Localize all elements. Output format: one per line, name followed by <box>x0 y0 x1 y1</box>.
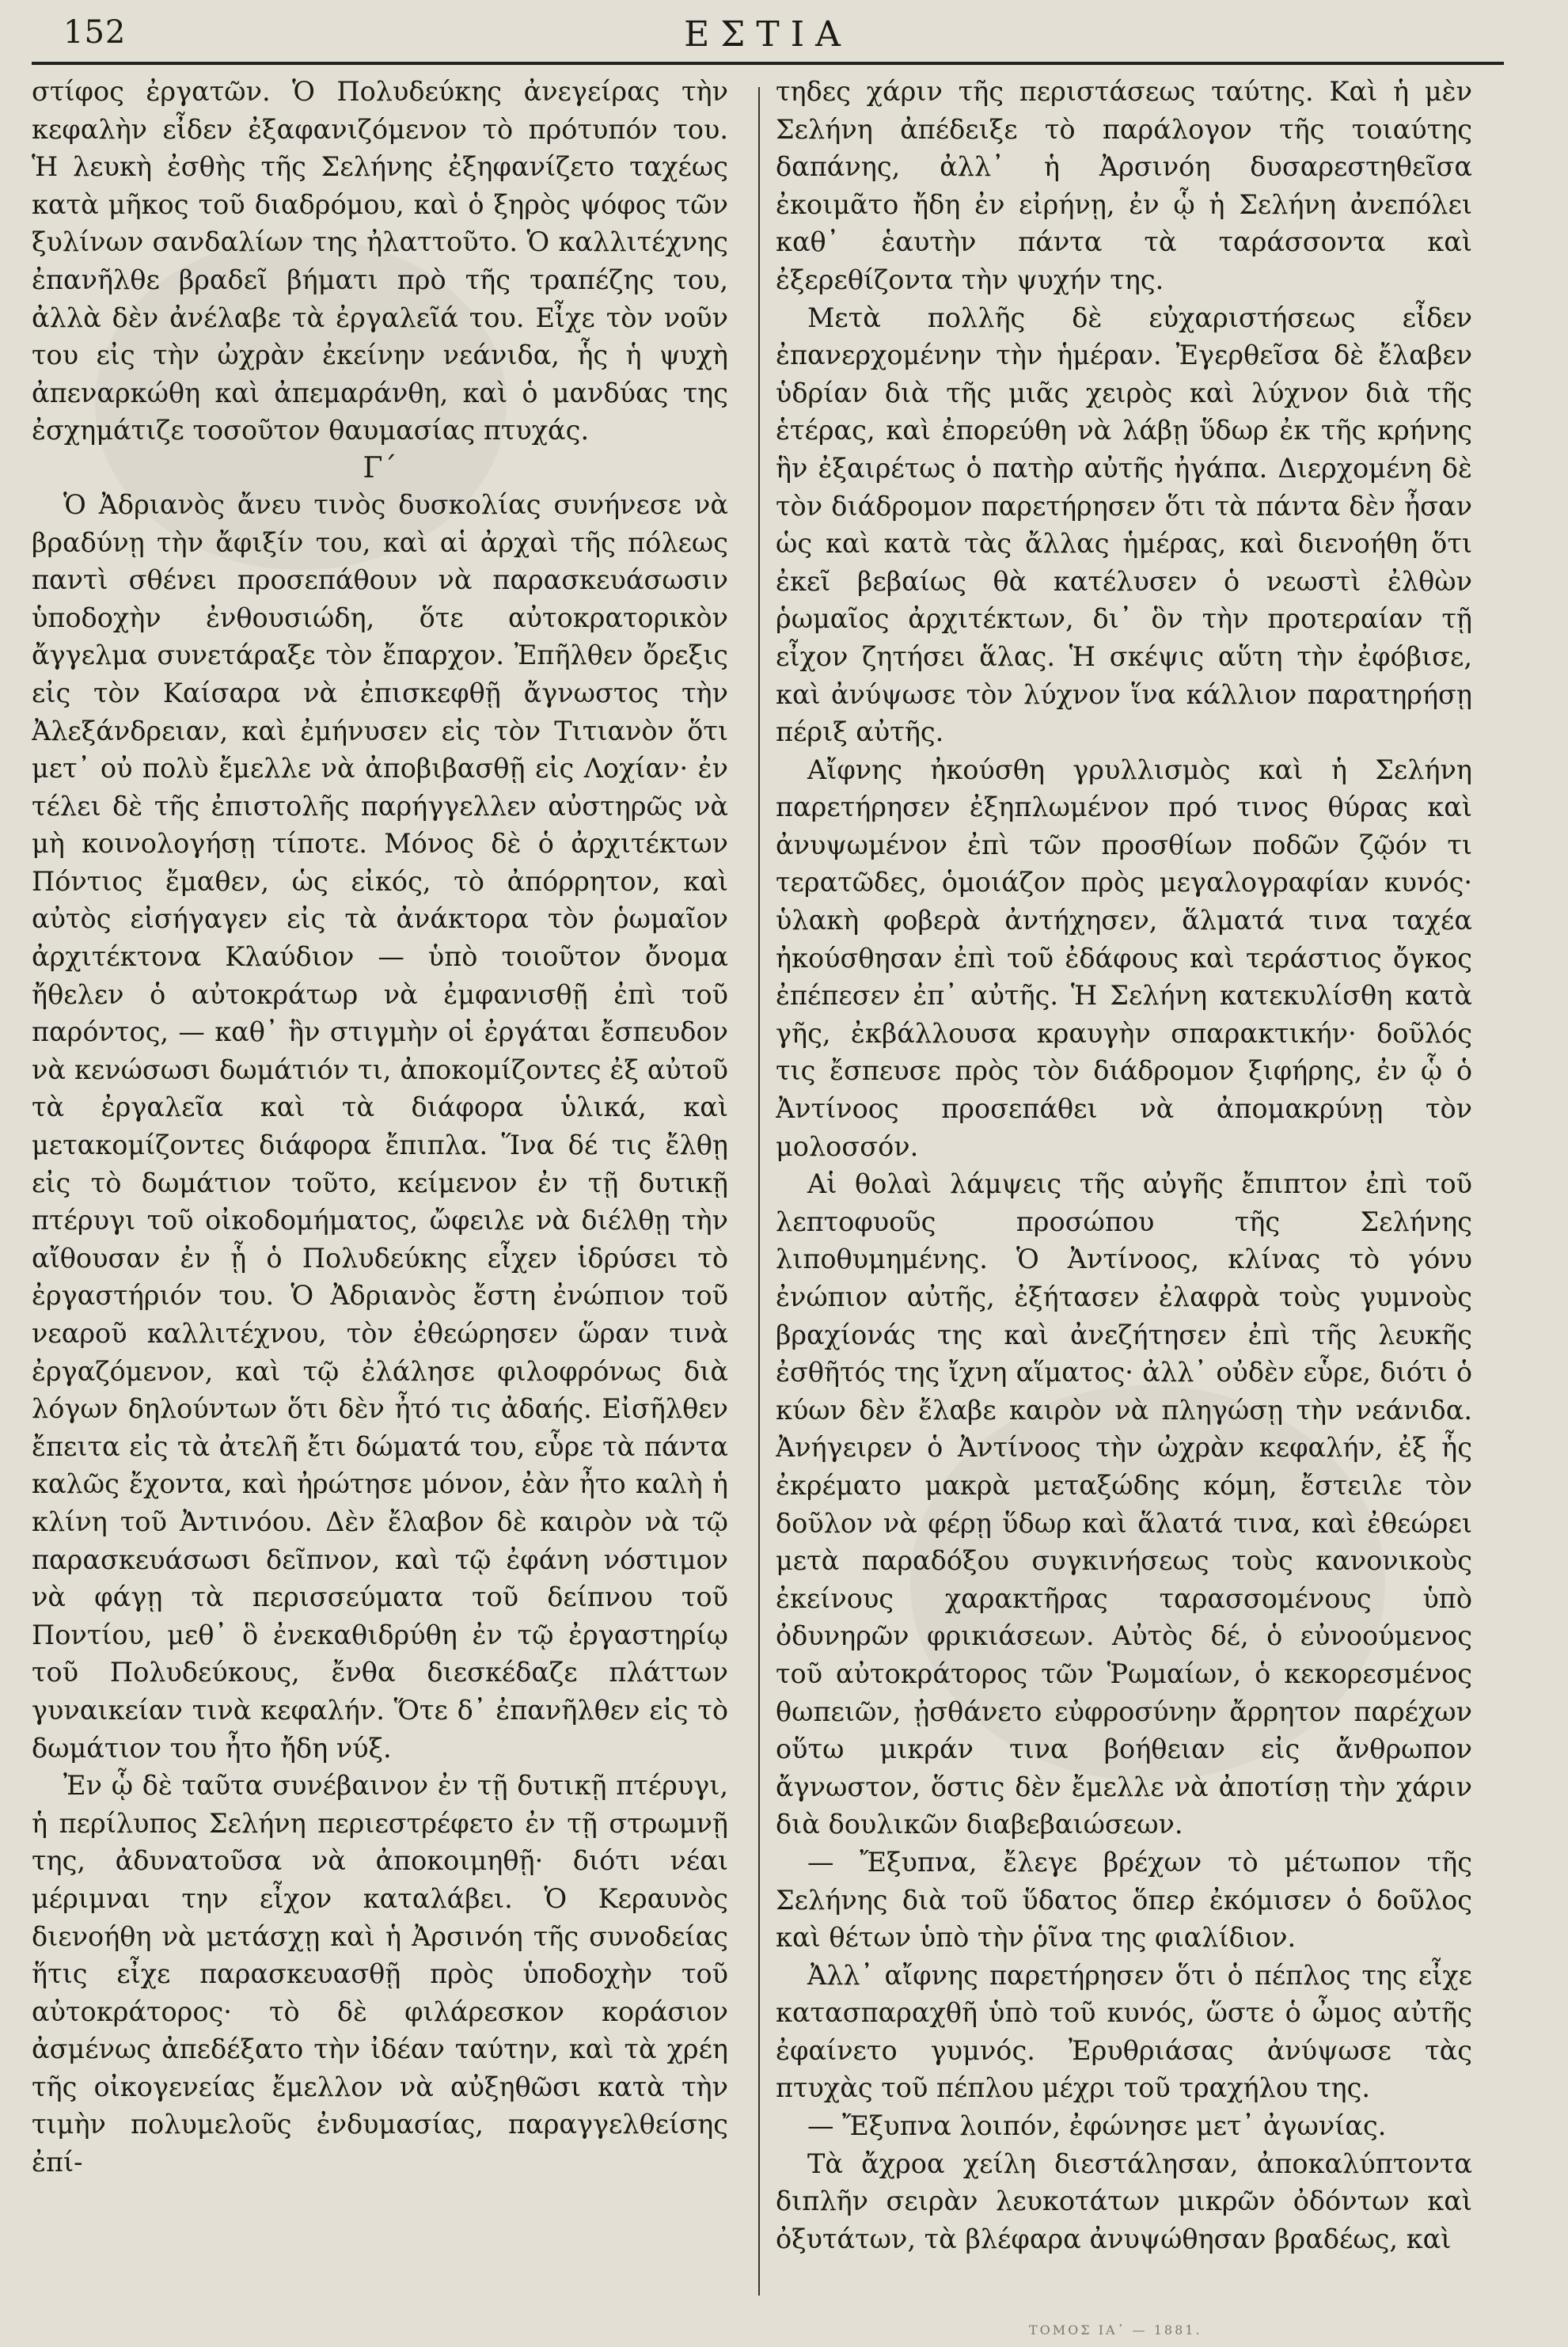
paragraph: Ὁ Ἀδριανὸς ἄνευ τινὸς δυσκολίας συνήνεσε νὰ βραδύνῃ τὴν ἄφιξίν του, καὶ αἱ ἀρχαὶ τῆς πόλεως παντὶ σθένει προσεπάθουν νὰ παρασκευάσωσιν ὑποδοχὴν ἐνθουσιώδη, ὅτε αὐτοκρατορικὸν ἄγγελμα συνετάραξε τὸν ἔπαρχον. Ἐπῆλθεν ὄρεξις εἰς τὸν Καίσαρα νὰ ἐπισκεφθῇ ἄγνωστος τὴν Ἀλεξάνδρειαν, καὶ ἐμήνυσεν εἰς τὸν Τιτιανὸν ὅτι μετ᾽ οὐ πολὺ ἔμελλε νὰ ἀποβιβασθῇ εἰς Λοχίαν· ἐν τέλει δὲ τῆς ἐπιστολῆς παρήγγελλεν αὐστηρῶς νὰ μὴ κοινολογήσῃ τίποτε. Μόνος δὲ ὁ ἀρχιτέκτων Πόντιος ἔμαθεν, ὡς εἰκός, τὸ ἀπόρρητον, καὶ αὐτὸς εἰσήγαγεν εἰς τὰ ἀνάκτορα τὸν ῥωμαῖον ἀρχιτέκτονα Κλαύδιον — ὑπὸ τοιοῦτον ὄνομα ἤθελεν ὁ αὐτοκράτωρ νὰ ἐμφανισθῇ ἐπὶ τοῦ παρόντος, — καθ᾽ ἣν στιγμὴν οἱ ἐργάται ἔσπευδον νὰ κενώσωσι δωμάτιόν τι, ἀποκομίζοντες ἐξ αὐτοῦ τὰ ἐργαλεῖα καὶ τὰ διάφορα ὑλικά, καὶ μετακομίζοντες διάφορα ἔπιπλα. Ἵνα δέ τις ἔλθῃ εἰς τὸ δωμάτιον τοῦτο, κείμενον ἐν τῇ δυτικῇ πτέρυγι τοῦ οἰκοδομήματος, ὤφειλε νὰ διέλθῃ τὴν αἴθουσαν ἐν ᾗ ὁ Πολυδεύκης εἶχεν ἱδρύσει τὸ ἐργαστήριόν του. Ὁ Ἀδριανὸς ἔστη ἐνώπιον τοῦ νεαροῦ καλλιτέχνου, τὸν ἐθεώρησεν ὥραν τινὰ ἐργαζόμενον, καὶ τῷ ἐλάλησε φιλοφρόνως διὰ λόγων δηλούντων ὅτι δὲν ἦτό τις ἀδαής. Εἰσῆλθεν ἔπειτα εἰς τὰ ἀτελῆ ἔτι δώματά του, εὗρε τὰ πάντα καλῶς ἔχοντα, καὶ ἠρώτησε μόνον, ἐὰν ἦτο καλὴ ἡ κλίνη τοῦ Ἀντινόου. Δὲν ἔλαβον δὲ καιρὸν νὰ τῷ παρασκευάσωσι δεῖπνον, καὶ τῷ ἐφάνη νόστιμον νὰ φάγῃ τὰ περισσεύματα τοῦ δείπνου τοῦ Ποντίου, μεθ᾽ ὃ ἐνεκαθιδρύθη ἐν τῷ ἐργαστηρίῳ τοῦ Πολυδεύκους, ἔνθα διεσκέδαζε πλάττων γυναικείαν τινὰ κεφαλήν. Ὅτε δ᾽ ἐπανῆλθεν εἰς τὸ δωμάτιον του ἦτο ἤδη νύξ. <box>32 488 728 1764</box>
paragraph: Ἀλλ᾽ αἴφνης παρετήρησεν ὅτι ὁ πέπλος της εἶχε κατασπαραχθῆ ὑπὸ τοῦ κυνός, ὥστε ὁ ὦμος αὐτῆς ἐφαίνετο γυμνός. Ἐρυθριάσας ἀνύψωσε τὰς πτυχὰς τοῦ πέπλου μέχρι τοῦ τραχήλου της. <box>776 1959 1472 2104</box>
left-column <box>32 73 728 2321</box>
section-heading: Γ´ <box>363 451 397 484</box>
paragraph: τηδες χάριν τῆς περιστάσεως ταύτης. Καὶ ἡ μὲν Σελήνη ἀπέδειξε τὸ παράλογον τῆς τοιαύτης δαπάνης, ἀλλ᾽ ἡ Ἀρσινόη δυσαρεστηθεῖσα ἐκοιμᾶτο ἤδη ἐν εἰρήνῃ, ἐν ᾧ ἡ Σελήνη ἀνεπόλει καθ᾽ ἑαυτὴν πάντα τὰ ταράσσοντα καὶ ἐξερεθίζοντα τὴν ψυχήν της. <box>776 76 1472 295</box>
paragraph: στίφος ἐργατῶν. Ὁ Πολυδεύκης ἀνεγείρας τὴν κεφαλὴν εἶδεν ἐξαφανιζόμενον τὸ πρότυπόν του. Ἡ λευκὴ ἐσθὴς τῆς Σελήνης ἐξηφανίζετο ταχέως κατὰ μῆκος τοῦ διαδρόμου, καὶ ὁ ξηρὸς ψόφος τῶν ξυλίνων σανδαλίων της ἠλαττοῦτο. Ὁ καλλιτέχνης ἐπανῆλθε βραδεῖ βήματι πρὸ τῆς τραπέζης του, ἀλλὰ δὲν ἀνέλαβε τὰ ἐργαλεῖά του. Εἶχε τὸν νοῦν του εἰς τὴν ὠχρὰν ἐκείνην νεάνιδα, ἧς ἡ ψυχὴ ἀπεναρκώθη καὶ ἀπεμαράνθη, καὶ ὁ μανδύας της ἐσχημάτιζε τοσοῦτον θαυμασίας πτυχάς. <box>32 76 728 446</box>
right-column <box>776 73 1472 2321</box>
paragraph: Αἴφνης ἠκούσθη γρυλλισμὸς καὶ ἡ Σελήνη παρετήρησεν ἐξηπλωμένον πρό τινος θύρας καὶ ἀνυψωμένον ἐπὶ τῶν προσθίων ποδῶν ζῷόν τι τερατῶδες, ὁμοιάζον πρὸς μεγαλογραφίαν κυνός· ὑλακὴ φοβερὰ ἀντήχησεν, ἅλματά τινα ταχέα ἠκούσθησαν ἐπὶ τοῦ ἐδάφους καὶ τεράστιος ὄγκος ἐπέπεσεν ἐπ᾽ αὐτῆς. Ἡ Σελήνη κατεκυλίσθη κατὰ γῆς, ἐκβάλλουσα κραυγὴν σπαρακτικήν· δοῦλός τις ἔσπευσε πρὸς τὸν διάδρομον ξιφήρης, ἐν ᾧ ὁ Ἀντίνοος προσεπάθει νὰ ἀπομακρύνῃ τὸν μολοσσόν. <box>776 754 1472 1162</box>
running-title: ΕΣΤΙΑ <box>684 14 852 55</box>
paragraph: Τὰ ἄχροα χείλη διεστάλησαν, ἀποκαλύπτοντα διπλῆν σειρὰν λευκοτάτων μικρῶν ὀδόντων καὶ ὀξυτάτων, τὰ βλέφαρα ἀνυψώθησαν βραδέως, καὶ <box>776 2148 1472 2254</box>
page-header <box>32 8 1504 54</box>
footer-signature: ΤΟΜΟΣ ΙΑ᾽ — 1881. <box>1029 2322 1202 2338</box>
paragraph: — Ἔξυπνα, ἔλεγε βρέχων τὸ μέτωπον τῆς Σελήνης διὰ τοῦ ὕδατος ὅπερ ἐκόμισεν ὁ δοῦλος καὶ θέτων ὑπὸ τὴν ῥῖνα της φιαλίδιον. <box>776 1846 1472 1954</box>
page-number: 152 <box>63 14 127 51</box>
paragraph: Ἐν ᾧ δὲ ταῦτα συνέβαινον ἐν τῇ δυτικῇ πτέρυγι, ἡ περίλυπος Σελήνη περιεστρέφετο ἐν τῇ στρωμνῇ της, ἀδυνατοῦσα νὰ ἀποκοιμηθῇ· διότι νέαι μέριμναι την εἶχον καταλάβει. Ὁ Κεραυνὸς διενοήθη νὰ μετάσχῃ καὶ ἡ Ἀρσινόη τῆς συνοδείας ἥτις εἶχε παρασκευασθῇ πρὸς ὑποδοχὴν τοῦ αὐτοκράτορος· τὸ δὲ φιλάρεσκον κοράσιον ἀσμένως ἀπεδέξατο τὴν ἰδέαν ταύτην, καὶ τὰ χρέη τῆς οἰκογενείας ἔμελλον νὰ αὐξηθῶσι κατὰ τὴν τιμὴν πολυμελοῦς ἐνδυμασίας, παραγγελθείσης ἐπί- <box>32 1770 728 2178</box>
paragraph: — Ἔξυπνα λοιπόν, ἐφώνησε μετ᾽ ἀγωνίας. <box>807 2110 1387 2142</box>
column-divider <box>758 87 760 2296</box>
header-rule <box>32 62 1504 65</box>
paragraph: Μετὰ πολλῆς δὲ εὐχαριστήσεως εἶδεν ἐπανερχομένην τὴν ἡμέραν. Ἐγερθεῖσα δὲ ἔλαβεν ὑδρίαν διὰ τῆς μιᾶς χειρὸς καὶ λύχνον διὰ τῆς ἑτέρας, καὶ ἐπορεύθη νὰ λάβῃ ὕδωρ ἐκ τῆς κρήνης ἣν ἐξαιρέτως ὁ πατὴρ αὐτῆς ἠγάπα. Διερχομένη δὲ τὸν διάδρομον παρετήρησεν ὅτι τὰ πάντα δὲν ἦσαν ὡς καὶ κατὰ τὰς ἄλλας ἡμέρας, καὶ διενοήθη ὅτι ἐκεῖ βεβαίως θὰ κατέλυσεν ὁ νεωστὶ ἐλθὼν ῥωμαῖος ἀρχιτέκτων, δι᾽ ὃν τὴν προτεραίαν τῇ εἶχον ζητήσει ἅλας. Ἡ σκέψις αὕτη τὴν ἐφόβισε, καὶ ἀνύψωσε τὸν λύχνον ἵνα κάλλιον παρατηρήσῃ πέριξ αὐτῆς. <box>776 302 1472 748</box>
paragraph: Αἱ θολαὶ λάμψεις τῆς αὐγῆς ἔπιπτον ἐπὶ τοῦ λεπτοφυοῦς προσώπου τῆς Σελήνης λιποθυμημένης. Ὁ Ἀντίνοος, κλίνας τὸ γόνυ ἐνώπιον αὐτῆς, ἐξήτασεν ἐλαφρὰ τοὺς γυμνοὺς βραχίονάς της καὶ ἀνεζήτησεν ἐπὶ τῆς λευκῆς ἐσθῆτός της ἴχνη αἵματος· ἀλλ᾽ οὐδὲν εὗρε, διότι ὁ κύων δὲν ἔλαβε καιρὸν νὰ πληγώσῃ τὴν νεάνιδα. Ἀνήγειρεν ὁ Ἀντίνοος τὴν ὠχρὰν κεφαλήν, ἐξ ἧς ἐκρέματο μακρὰ μεταξώδης κόμη, ἔστειλε τὸν δοῦλον νὰ φέρῃ ὕδωρ καὶ ἅλατά τινα, καὶ ἐθεώρει μετὰ παραδόξου συγκινήσεως τοὺς κανονικοὺς ἐκείνους χαρακτῆρας ταρασσομένους ὑπὸ ὀδυνηρῶν φρικιάσεων. Αὐτὸς δέ, ὁ εὐνοούμενος τοῦ αὐτοκράτορος τῶν Ῥωμαίων, ὁ κεκορεσμένος θωπειῶν, ᾐσθάνετο εὐφροσύνην ἄρρητον παρέχων οὕτω μικράν τινα βοήθειαν εἰς ἄνθρωπον ἄγνωστον, ὅστις δὲν ἔμελλε νὰ ἀποτίσῃ τὴν χάριν διὰ δουλικῶν διαβεβαιώσεων. <box>776 1168 1472 1840</box>
